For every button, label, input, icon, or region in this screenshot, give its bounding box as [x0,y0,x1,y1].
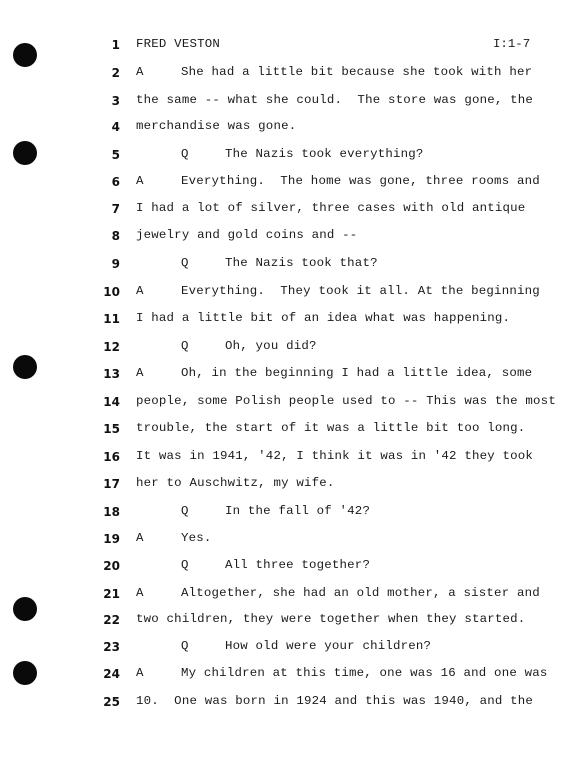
line-number: 11 [103,312,120,326]
speaker-answer-label: A [136,666,144,680]
transcript-line [0,35,577,55]
line-text: 10. One was born in 1924 and this was 1940, and the [136,694,534,708]
transcript-line [0,447,577,467]
speaker-answer-label: A [136,531,144,545]
line-text: jewelry and gold coins and -- [136,228,358,242]
transcript-line [0,172,577,192]
speaker-answer-label: A [136,366,144,380]
line-number: 20 [103,559,120,573]
line-text: two children, they were together when they started. [136,612,526,626]
speaker-question-label: Q [181,147,189,161]
line-text: Oh, in the beginning I had a little idea, some [181,366,533,380]
line-number: 2 [111,66,120,80]
line-text: My children at this time, one was 16 and one was [181,666,548,680]
speaker-question-label: Q [181,256,189,270]
speaker-question-label: Q [181,504,189,518]
transcript-line [0,199,577,219]
line-text: Yes. [181,531,212,545]
speaker-question-label: Q [181,558,189,572]
transcript-line [0,502,577,522]
line-number: 17 [103,477,120,491]
transcript-line [0,419,577,439]
speaker-answer-label: A [136,284,144,298]
speaker-answer-label: A [136,65,144,79]
transcript-line [0,584,577,604]
line-number: 3 [111,94,120,108]
line-text: Everything. The home was gone, three rooms and [181,174,540,188]
speaker-answer-label: A [136,174,144,188]
line-number: 18 [103,505,120,519]
speaker-question-label: Q [181,639,189,653]
line-number: 9 [111,257,120,271]
line-text: Oh, you did? [225,339,317,353]
transcript-line [0,254,577,274]
line-text: trouble, the start of it was a little bit too long. [136,421,526,435]
line-text: It was in 1941, '42, I think it was in '42 they took [136,449,534,463]
transcript-line [0,474,577,494]
line-text: I had a little bit of an idea what was happening. [136,311,511,325]
line-number: 10 [103,285,120,299]
line-text: Everything. They took it all. At the beginning [181,284,540,298]
transcript-line [0,145,577,165]
line-number: 13 [103,367,120,381]
transcript-line [0,282,577,302]
line-number: 19 [103,532,120,546]
transcript-line [0,117,577,137]
witness-name: FRED VESTON [136,37,220,51]
line-number: 12 [103,340,120,354]
line-number: 25 [103,695,120,709]
line-text: people, some Polish people used to -- This was the most [136,394,556,408]
page-reference: I:1-7 [493,37,531,51]
line-number: 22 [103,613,120,627]
line-text: the same -- what she could. The store was gone, the [136,93,534,107]
line-text: All three together? [225,558,371,572]
transcript-line [0,392,577,412]
transcript-line [0,610,577,630]
transcript-line [0,637,577,657]
line-number: 21 [103,587,120,601]
line-text: The Nazis took everything? [225,147,424,161]
line-number: 5 [111,148,120,162]
transcript-line [0,226,577,246]
line-text: her to Auschwitz, my wife. [136,476,335,490]
transcript-line [0,309,577,329]
line-number: 8 [111,229,120,243]
line-text: The Nazis took that? [225,256,378,270]
transcript-line [0,664,577,684]
line-number: 24 [103,667,120,681]
line-text: Altogether, she had an old mother, a sister and [181,586,540,600]
line-number: 23 [103,640,120,654]
line-text: In the fall of '42? [225,504,371,518]
transcript-line [0,337,577,357]
transcript-line [0,91,577,111]
line-number: 16 [103,450,120,464]
line-text: merchandise was gone. [136,119,297,133]
speaker-question-label: Q [181,339,189,353]
transcript-line [0,364,577,384]
line-text: How old were your children? [225,639,432,653]
line-number: 14 [103,395,120,409]
line-number: 15 [103,422,120,436]
transcript-line [0,556,577,576]
line-text: I had a lot of silver, three cases with old antique [136,201,526,215]
line-number: 6 [111,175,120,189]
line-number: 1 [111,38,120,52]
line-number: 7 [111,202,120,216]
speaker-answer-label: A [136,586,144,600]
transcript-line [0,529,577,549]
transcript-line [0,63,577,83]
line-number: 4 [111,120,120,134]
transcript-line [0,692,577,712]
line-text: She had a little bit because she took with her [181,65,533,79]
